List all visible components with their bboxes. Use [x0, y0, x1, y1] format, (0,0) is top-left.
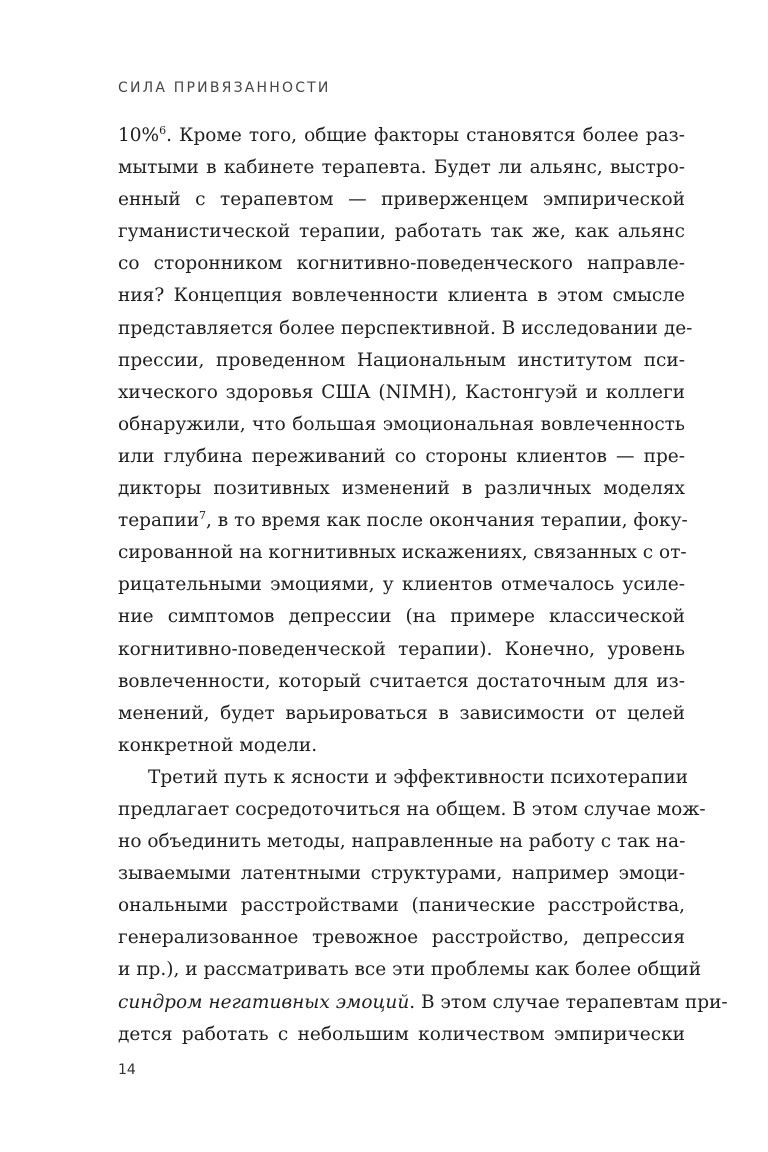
text-line	[118, 120, 685, 152]
text-line: ния? Концепция вовлеченности клиента в этом смысле	[118, 285, 685, 307]
text-line: и пр.), и рассматривать все эти проблемы как более общий	[118, 959, 702, 981]
text-line: прессии, проведенном Национальным институтом пси-	[118, 349, 685, 371]
text-line: ональными расстройствами (панические расстройства,	[118, 895, 685, 917]
text-line: мытыми в кабинете терапевта. Будет ли альянс, выстро-	[118, 157, 685, 179]
emphasis-text: синдром негативных эмоций	[118, 991, 410, 1013]
text-segment: терапии	[118, 510, 200, 532]
text-line: гуманистической терапии, работать так же, как альянс	[118, 221, 685, 243]
body-text	[118, 120, 728, 1051]
text-line: менений, будет варьироваться в зависимости от целей	[118, 702, 685, 724]
text-line: дикторы позитивных изменений в различных моделях	[118, 478, 685, 500]
text-line: предлагает сосредоточиться на общем. В этом случае мож-	[118, 798, 706, 820]
text-line: конкретной модели.	[118, 734, 318, 756]
text-line: хического здоровья США (NIMH), Кастонгуэй и коллеги	[118, 381, 685, 403]
text-line: сированной на когнитивных искажениях, связанных с от-	[118, 542, 687, 564]
text-line: со сторонником когнитивно-поведенческого направле-	[118, 253, 685, 275]
text-line: ние симптомов депрессии (на примере классической	[118, 606, 685, 628]
footnote-ref-7[interactable]: 7	[199, 508, 207, 522]
text-line: или глубина переживаний со стороны клиентов — пре-	[118, 445, 685, 467]
text-segment: . В этом случае терапевтам при-	[409, 991, 728, 1013]
text-line: обнаружили, что большая эмоциональная вовлеченность	[118, 413, 685, 435]
text-line: представляется более перспективной. В исследовании де-	[118, 317, 693, 339]
text-line: рицательными эмоциями, у клиентов отмечалось усиле-	[118, 574, 685, 596]
text-line: дется работать с небольшим количеством эмпирически	[118, 1023, 685, 1045]
text-segment: . Кроме того, общие факторы становятся более раз-	[166, 125, 685, 146]
text-line: вовлеченности, который считается достаточным для из-	[118, 670, 685, 692]
text-line: енный с терапевтом — приверженцем эмпирической	[118, 189, 685, 211]
page-number: 14	[118, 1062, 136, 1078]
paragraph-2	[118, 762, 728, 1051]
text-segment: 10%	[118, 125, 160, 146]
text-line	[118, 987, 728, 1019]
text-line: когнитивно-поведенческой терапии). Конечно, уровень	[118, 638, 685, 660]
footnote-ref-6[interactable]: 6	[159, 123, 167, 137]
paragraph-1	[118, 120, 693, 762]
text-line: но объединить методы, направленные на работу с так на-	[118, 831, 686, 853]
text-line	[118, 505, 688, 537]
text-line: Третий путь к ясности и эффективности психотерапии	[148, 766, 688, 788]
running-head: СИЛА ПРИВЯЗАННОСТИ	[118, 80, 331, 96]
text-segment: , в то время как после окончания терапии, фоку-	[206, 510, 688, 532]
text-line: зываемыми латентными структурами, например эмоци-	[118, 863, 685, 885]
text-line: генерализованное тревожное расстройство, депрессия	[118, 927, 685, 949]
